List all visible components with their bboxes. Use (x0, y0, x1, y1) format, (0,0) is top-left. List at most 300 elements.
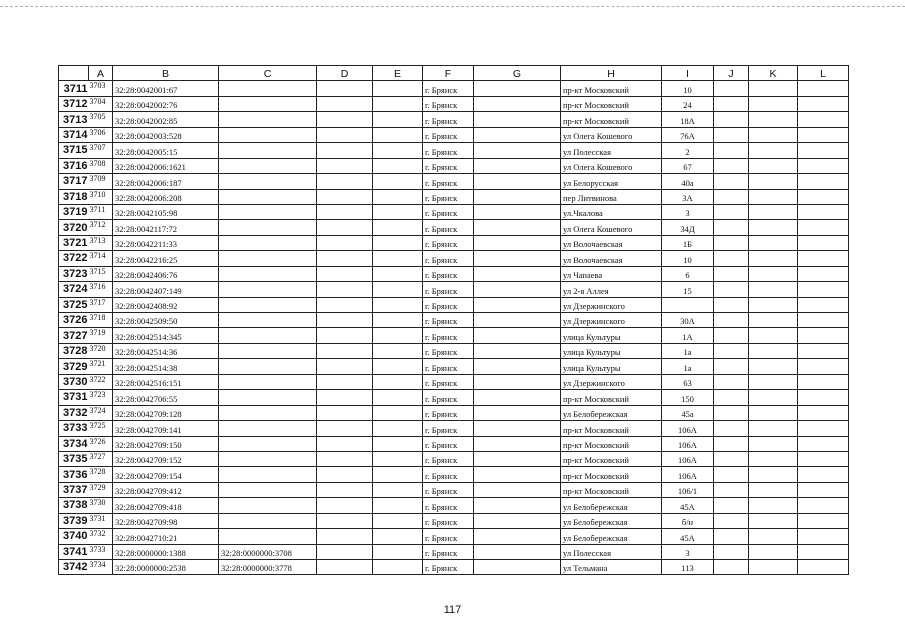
column-header-i[interactable]: I (662, 66, 714, 81)
cell-f[interactable]: г. Брянск (423, 112, 474, 127)
cell-g[interactable] (474, 143, 561, 158)
cell-g[interactable] (474, 220, 561, 235)
cell-a[interactable]: 3707 (89, 143, 113, 158)
cell-a[interactable]: 3723 (89, 390, 113, 405)
cell-i[interactable]: 76А (662, 127, 714, 142)
cell-a[interactable]: 3722 (89, 374, 113, 389)
cell-k[interactable] (749, 513, 798, 528)
cell-g[interactable] (474, 498, 561, 513)
cell-i[interactable]: 106А (662, 421, 714, 436)
cell-i[interactable]: 3 (662, 544, 714, 559)
row-number[interactable]: 3713 (59, 112, 89, 127)
cell-i[interactable]: 63 (662, 374, 714, 389)
cell-l[interactable] (798, 112, 849, 127)
cell-b[interactable]: 32:28:0042216:25 (113, 251, 219, 266)
cell-l[interactable] (798, 189, 849, 204)
cell-i[interactable]: 45А (662, 529, 714, 544)
column-header-f[interactable]: F (423, 66, 474, 81)
cell-f[interactable]: г. Брянск (423, 405, 474, 420)
cell-f[interactable]: г. Брянск (423, 560, 474, 575)
cell-a[interactable]: 3715 (89, 266, 113, 281)
cell-d[interactable] (317, 81, 373, 96)
cell-g[interactable] (474, 313, 561, 328)
cell-e[interactable] (373, 235, 423, 250)
cell-h[interactable]: ул Дзержинского (561, 313, 662, 328)
cell-a[interactable]: 3734 (89, 560, 113, 575)
cell-j[interactable] (714, 189, 749, 204)
row-number[interactable]: 3723 (59, 266, 89, 281)
cell-k[interactable] (749, 421, 798, 436)
cell-d[interactable] (317, 204, 373, 219)
cell-i[interactable]: 10 (662, 251, 714, 266)
column-header-k[interactable]: K (749, 66, 798, 81)
cell-h[interactable]: ул Олега Кошевого (561, 220, 662, 235)
cell-l[interactable] (798, 297, 849, 312)
row-number[interactable]: 3720 (59, 220, 89, 235)
cell-j[interactable] (714, 266, 749, 281)
cell-i[interactable]: 34Д (662, 220, 714, 235)
row-number[interactable]: 3716 (59, 158, 89, 173)
cell-h[interactable]: ул 2-я Аллея (561, 282, 662, 297)
column-header-d[interactable]: D (317, 66, 373, 81)
cell-d[interactable] (317, 282, 373, 297)
cell-g[interactable] (474, 421, 561, 436)
cell-c[interactable] (219, 529, 317, 544)
cell-k[interactable] (749, 143, 798, 158)
cell-h[interactable]: ул Волочаевская (561, 251, 662, 266)
cell-e[interactable] (373, 313, 423, 328)
cell-c[interactable] (219, 405, 317, 420)
cell-j[interactable] (714, 513, 749, 528)
cell-k[interactable] (749, 482, 798, 497)
cell-g[interactable] (474, 529, 561, 544)
cell-d[interactable] (317, 174, 373, 189)
cell-h[interactable]: ул Белобережская (561, 405, 662, 420)
cell-h[interactable]: ул Белобережская (561, 498, 662, 513)
cell-j[interactable] (714, 498, 749, 513)
cell-c[interactable] (219, 343, 317, 358)
cell-l[interactable] (798, 251, 849, 266)
cell-a[interactable]: 3720 (89, 343, 113, 358)
row-number[interactable]: 3726 (59, 313, 89, 328)
cell-i[interactable]: 106/1 (662, 482, 714, 497)
cell-g[interactable] (474, 158, 561, 173)
row-number[interactable]: 3733 (59, 421, 89, 436)
cell-h[interactable]: ул Полесская (561, 143, 662, 158)
cell-f[interactable]: г. Брянск (423, 451, 474, 466)
row-number[interactable]: 3741 (59, 544, 89, 559)
row-number[interactable]: 3722 (59, 251, 89, 266)
cell-a[interactable]: 3721 (89, 359, 113, 374)
cell-g[interactable] (474, 405, 561, 420)
cell-d[interactable] (317, 529, 373, 544)
cell-f[interactable]: г. Брянск (423, 374, 474, 389)
cell-k[interactable] (749, 498, 798, 513)
cell-d[interactable] (317, 451, 373, 466)
cell-a[interactable]: 3708 (89, 158, 113, 173)
cell-g[interactable] (474, 204, 561, 219)
cell-j[interactable] (714, 529, 749, 544)
row-number[interactable]: 3717 (59, 174, 89, 189)
cell-k[interactable] (749, 328, 798, 343)
cell-h[interactable]: пр-кт Московский (561, 436, 662, 451)
cell-d[interactable] (317, 498, 373, 513)
cell-d[interactable] (317, 251, 373, 266)
cell-l[interactable] (798, 482, 849, 497)
cell-l[interactable] (798, 421, 849, 436)
cell-f[interactable]: г. Брянск (423, 127, 474, 142)
cell-d[interactable] (317, 343, 373, 358)
cell-c[interactable] (219, 204, 317, 219)
cell-e[interactable] (373, 482, 423, 497)
cell-h[interactable]: пер Литвинова (561, 189, 662, 204)
cell-j[interactable] (714, 204, 749, 219)
cell-d[interactable] (317, 266, 373, 281)
cell-c[interactable] (219, 359, 317, 374)
cell-b[interactable]: 32:28:0042003:528 (113, 127, 219, 142)
cell-j[interactable] (714, 390, 749, 405)
cell-d[interactable] (317, 513, 373, 528)
cell-e[interactable] (373, 127, 423, 142)
cell-d[interactable] (317, 189, 373, 204)
cell-h[interactable]: улица Культуры (561, 328, 662, 343)
cell-h[interactable]: ул Олега Кошевого (561, 127, 662, 142)
cell-a[interactable]: 3729 (89, 482, 113, 497)
cell-g[interactable] (474, 513, 561, 528)
cell-c[interactable] (219, 313, 317, 328)
cell-i[interactable]: 1а (662, 359, 714, 374)
cell-a[interactable]: 3713 (89, 235, 113, 250)
cell-g[interactable] (474, 127, 561, 142)
cell-j[interactable] (714, 436, 749, 451)
cell-d[interactable] (317, 297, 373, 312)
cell-a[interactable]: 3728 (89, 467, 113, 482)
cell-l[interactable] (798, 220, 849, 235)
cell-k[interactable] (749, 390, 798, 405)
cell-k[interactable] (749, 297, 798, 312)
cell-b[interactable]: 32:28:0042709:152 (113, 451, 219, 466)
cell-g[interactable] (474, 343, 561, 358)
row-number[interactable]: 3714 (59, 127, 89, 142)
cell-i[interactable]: б/н (662, 513, 714, 528)
cell-e[interactable] (373, 143, 423, 158)
cell-d[interactable] (317, 560, 373, 575)
cell-b[interactable]: 32:28:0000000:2538 (113, 560, 219, 575)
cell-j[interactable] (714, 220, 749, 235)
cell-e[interactable] (373, 359, 423, 374)
cell-e[interactable] (373, 467, 423, 482)
cell-f[interactable]: г. Брянск (423, 189, 474, 204)
column-header-g[interactable]: G (474, 66, 561, 81)
row-number[interactable]: 3739 (59, 513, 89, 528)
cell-h[interactable]: пр-кт Московский (561, 81, 662, 96)
cell-h[interactable]: ул Полесская (561, 544, 662, 559)
cell-b[interactable]: 32:28:0042709:150 (113, 436, 219, 451)
cell-f[interactable]: г. Брянск (423, 390, 474, 405)
cell-j[interactable] (714, 158, 749, 173)
cell-e[interactable] (373, 343, 423, 358)
cell-h[interactable]: ул Волочаевская (561, 235, 662, 250)
cell-e[interactable] (373, 451, 423, 466)
cell-h[interactable]: ул Чапаева (561, 266, 662, 281)
cell-a[interactable]: 3718 (89, 313, 113, 328)
cell-l[interactable] (798, 467, 849, 482)
cell-j[interactable] (714, 544, 749, 559)
cell-d[interactable] (317, 390, 373, 405)
cell-k[interactable] (749, 359, 798, 374)
cell-b[interactable]: 32:28:0042406:76 (113, 266, 219, 281)
cell-c[interactable] (219, 220, 317, 235)
cell-e[interactable] (373, 220, 423, 235)
cell-i[interactable]: 45А (662, 498, 714, 513)
cell-k[interactable] (749, 529, 798, 544)
column-header-c[interactable]: C (219, 66, 317, 81)
cell-j[interactable] (714, 374, 749, 389)
cell-f[interactable]: г. Брянск (423, 158, 474, 173)
cell-c[interactable] (219, 436, 317, 451)
cell-j[interactable] (714, 127, 749, 142)
cell-j[interactable] (714, 297, 749, 312)
cell-a[interactable]: 3726 (89, 436, 113, 451)
cell-d[interactable] (317, 235, 373, 250)
cell-f[interactable]: г. Брянск (423, 359, 474, 374)
cell-b[interactable]: 32:28:0042006:208 (113, 189, 219, 204)
cell-j[interactable] (714, 174, 749, 189)
cell-h[interactable]: пр-кт Московский (561, 112, 662, 127)
cell-f[interactable]: г. Брянск (423, 235, 474, 250)
cell-d[interactable] (317, 313, 373, 328)
cell-i[interactable]: 1а (662, 343, 714, 358)
cell-l[interactable] (798, 544, 849, 559)
cell-e[interactable] (373, 390, 423, 405)
cell-c[interactable] (219, 513, 317, 528)
cell-b[interactable]: 32:28:0042514:345 (113, 328, 219, 343)
row-number[interactable]: 3740 (59, 529, 89, 544)
cell-j[interactable] (714, 143, 749, 158)
cell-h[interactable]: пр-кт Московский (561, 421, 662, 436)
cell-h[interactable]: пр-кт Московский (561, 390, 662, 405)
cell-g[interactable] (474, 174, 561, 189)
cell-h[interactable]: ул Дзержинского (561, 297, 662, 312)
cell-a[interactable]: 3712 (89, 220, 113, 235)
cell-h[interactable]: ул Дзержинского (561, 374, 662, 389)
cell-j[interactable] (714, 421, 749, 436)
cell-i[interactable]: 30А (662, 313, 714, 328)
cell-d[interactable] (317, 112, 373, 127)
cell-a[interactable]: 3731 (89, 513, 113, 528)
cell-d[interactable] (317, 359, 373, 374)
cell-b[interactable]: 32:28:0042709:128 (113, 405, 219, 420)
cell-l[interactable] (798, 498, 849, 513)
cell-k[interactable] (749, 81, 798, 96)
cell-a[interactable]: 3716 (89, 282, 113, 297)
cell-b[interactable]: 32:28:0042105:98 (113, 204, 219, 219)
cell-f[interactable]: г. Брянск (423, 204, 474, 219)
cell-k[interactable] (749, 127, 798, 142)
cell-j[interactable] (714, 313, 749, 328)
row-number[interactable]: 3719 (59, 204, 89, 219)
row-number[interactable]: 3736 (59, 467, 89, 482)
row-number[interactable]: 3731 (59, 390, 89, 405)
cell-g[interactable] (474, 266, 561, 281)
cell-e[interactable] (373, 174, 423, 189)
cell-l[interactable] (798, 560, 849, 575)
cell-i[interactable]: 18А (662, 112, 714, 127)
row-number[interactable]: 3715 (59, 143, 89, 158)
cell-c[interactable] (219, 451, 317, 466)
cell-i[interactable] (662, 297, 714, 312)
cell-b[interactable]: 32:28:0042006:1621 (113, 158, 219, 173)
cell-i[interactable]: 1А (662, 328, 714, 343)
cell-l[interactable] (798, 374, 849, 389)
cell-f[interactable]: г. Брянск (423, 297, 474, 312)
cell-e[interactable] (373, 189, 423, 204)
cell-b[interactable]: 32:28:0042709:141 (113, 421, 219, 436)
cell-f[interactable]: г. Брянск (423, 482, 474, 497)
cell-f[interactable]: г. Брянск (423, 328, 474, 343)
cell-e[interactable] (373, 96, 423, 111)
row-number[interactable]: 3734 (59, 436, 89, 451)
cell-f[interactable]: г. Брянск (423, 544, 474, 559)
cell-l[interactable] (798, 513, 849, 528)
cell-b[interactable]: 32:28:0042002:85 (113, 112, 219, 127)
cell-i[interactable]: 106А (662, 436, 714, 451)
cell-k[interactable] (749, 436, 798, 451)
cell-c[interactable] (219, 482, 317, 497)
cell-i[interactable]: 106А (662, 451, 714, 466)
cell-e[interactable] (373, 158, 423, 173)
cell-f[interactable]: г. Брянск (423, 251, 474, 266)
cell-k[interactable] (749, 544, 798, 559)
cell-b[interactable]: 32:28:0042002:76 (113, 96, 219, 111)
row-number[interactable]: 3730 (59, 374, 89, 389)
row-number[interactable]: 3725 (59, 297, 89, 312)
cell-g[interactable] (474, 544, 561, 559)
cell-e[interactable] (373, 560, 423, 575)
cell-l[interactable] (798, 359, 849, 374)
row-number[interactable]: 3735 (59, 451, 89, 466)
row-number[interactable]: 3737 (59, 482, 89, 497)
cell-l[interactable] (798, 204, 849, 219)
cell-f[interactable]: г. Брянск (423, 498, 474, 513)
cell-d[interactable] (317, 220, 373, 235)
cell-k[interactable] (749, 374, 798, 389)
column-header-e[interactable]: E (373, 66, 423, 81)
cell-f[interactable]: г. Брянск (423, 174, 474, 189)
cell-f[interactable]: г. Брянск (423, 282, 474, 297)
cell-g[interactable] (474, 282, 561, 297)
cell-h[interactable]: ул Тельмана (561, 560, 662, 575)
column-header-j[interactable]: J (714, 66, 749, 81)
cell-g[interactable] (474, 436, 561, 451)
cell-k[interactable] (749, 251, 798, 266)
cell-j[interactable] (714, 235, 749, 250)
cell-k[interactable] (749, 405, 798, 420)
cell-c[interactable] (219, 96, 317, 111)
cell-e[interactable] (373, 266, 423, 281)
cell-a[interactable]: 3709 (89, 174, 113, 189)
cell-g[interactable] (474, 467, 561, 482)
cell-a[interactable]: 3711 (89, 204, 113, 219)
cell-i[interactable]: 6 (662, 266, 714, 281)
cell-i[interactable]: 15 (662, 282, 714, 297)
cell-g[interactable] (474, 374, 561, 389)
cell-e[interactable] (373, 251, 423, 266)
cell-c[interactable] (219, 251, 317, 266)
cell-g[interactable] (474, 359, 561, 374)
cell-l[interactable] (798, 143, 849, 158)
cell-c[interactable] (219, 112, 317, 127)
cell-a[interactable]: 3704 (89, 96, 113, 111)
cell-j[interactable] (714, 560, 749, 575)
cell-g[interactable] (474, 251, 561, 266)
cell-b[interactable]: 32:28:0042005:15 (113, 143, 219, 158)
cell-a[interactable]: 3725 (89, 421, 113, 436)
cell-b[interactable]: 32:28:0042117:72 (113, 220, 219, 235)
cell-l[interactable] (798, 127, 849, 142)
cell-a[interactable]: 3727 (89, 451, 113, 466)
cell-a[interactable]: 3703 (89, 81, 113, 96)
cell-l[interactable] (798, 96, 849, 111)
cell-i[interactable]: 3А (662, 189, 714, 204)
cell-e[interactable] (373, 204, 423, 219)
cell-g[interactable] (474, 297, 561, 312)
cell-h[interactable]: ул Белобережская (561, 529, 662, 544)
cell-c[interactable] (219, 174, 317, 189)
cell-f[interactable]: г. Брянск (423, 143, 474, 158)
cell-f[interactable]: г. Брянск (423, 467, 474, 482)
cell-c[interactable] (219, 158, 317, 173)
cell-i[interactable]: 113 (662, 560, 714, 575)
cell-b[interactable]: 32:28:0042710:21 (113, 529, 219, 544)
column-header-h[interactable]: H (561, 66, 662, 81)
row-number[interactable]: 3728 (59, 343, 89, 358)
cell-l[interactable] (798, 81, 849, 96)
cell-e[interactable] (373, 405, 423, 420)
cell-d[interactable] (317, 158, 373, 173)
cell-j[interactable] (714, 482, 749, 497)
cell-d[interactable] (317, 374, 373, 389)
cell-c[interactable] (219, 266, 317, 281)
cell-g[interactable] (474, 451, 561, 466)
row-number[interactable]: 3724 (59, 282, 89, 297)
cell-h[interactable]: пр-кт Московский (561, 482, 662, 497)
cell-a[interactable]: 3730 (89, 498, 113, 513)
cell-j[interactable] (714, 81, 749, 96)
cell-k[interactable] (749, 343, 798, 358)
cell-c[interactable] (219, 467, 317, 482)
row-number[interactable]: 3727 (59, 328, 89, 343)
cell-l[interactable] (798, 390, 849, 405)
cell-h[interactable]: пр-кт Московский (561, 96, 662, 111)
cell-e[interactable] (373, 297, 423, 312)
cell-b[interactable]: 32:28:0042211:33 (113, 235, 219, 250)
cell-b[interactable]: 32:28:0042514:38 (113, 359, 219, 374)
cell-i[interactable]: 45а (662, 405, 714, 420)
cell-h[interactable]: улица Культуры (561, 359, 662, 374)
cell-d[interactable] (317, 467, 373, 482)
cell-e[interactable] (373, 81, 423, 96)
column-header-l[interactable]: L (798, 66, 849, 81)
cell-k[interactable] (749, 189, 798, 204)
cell-a[interactable]: 3732 (89, 529, 113, 544)
cell-j[interactable] (714, 343, 749, 358)
cell-f[interactable]: г. Брянск (423, 529, 474, 544)
cell-k[interactable] (749, 235, 798, 250)
cell-b[interactable]: 32:28:0042709:412 (113, 482, 219, 497)
cell-i[interactable]: 67 (662, 158, 714, 173)
column-header-b[interactable]: B (113, 66, 219, 81)
